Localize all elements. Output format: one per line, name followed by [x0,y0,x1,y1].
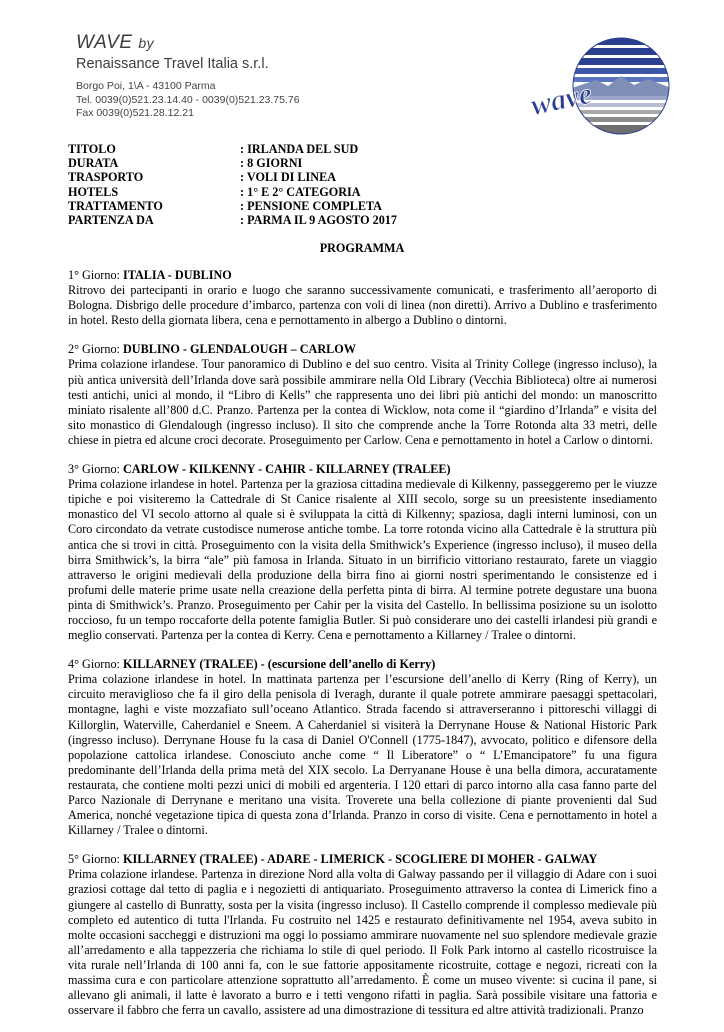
trip-label: DURATA [68,156,119,171]
day-number: 3° Giorno [68,462,117,477]
brand-name: WAVE [76,32,133,53]
day-heading: 4° Giorno: KILLARNEY (TRALEE) - (escursione dell’anello di Kerry) [68,657,436,672]
day-text: Ritrovo dei partecipanti in orario e luogo che saranno successivamente comunicati, e trasferimento all’aeroporto di Bologna. Disbrigo delle procedure d’imbarco, partenza con voli di linea (non diretti). Arrivo a Dublino e trasferimento in hotel. Resto della giornata libera, cena e pernottamento in albergo a Dublino o dintorni. [68,283,657,328]
trip-value: : PENSIONE COMPLETA [240,198,382,213]
day-text: Prima colazione irlandese. Partenza in direzione Nord alla volta di Galway passando per il villaggio di Adare con i suoi graziosi cottage dal tetto di paglia e i negozietti di antiquariato. Proseguimento attraverso la contea di Limerick fino a giungere al castello di Bunratty, sosta per la visita (ingresso incluso). Il Castello comprende il complesso medievale più completo ed autentico di tutta l'Irlanda. Fu costruito nel 1425 e restaurato definitivamente nel 1954, aveva subito in molte occasioni saccheggi e distruzioni ma oggi lo possiamo ammirare nuovamente nel suo splendore medievale grazie all’arredamento e alla tappezzeria che richiama lo stile di quel periodo. Il Folk Park intorno al castello ricostruisce la vita rurale nell’Irlanda di 100 anni fa, con le sue fattorie appositamente ricostruite, cottage e negozi, ricreati con la massima cura e con particolare attenzione soprattutto all’arredamento. È come un museo vivente: si cucina il pane, si allevano gli animali, il latte è lavorato a burro e i tetti vengono rifatti in paglia. Sarà possibile visitare una fattoria e osservare il fabbro che ferra un cavallo, assistere ad una dimostrazione di tessitura ed altre attività tradizionali. Pranzo [68,867,657,1018]
trip-row [68,185,668,199]
day-heading: 5° Giorno: KILLARNEY (TRALEE) - ADARE - LIMERICK - SCOGLIERE DI MOHER - GALWAY [68,852,598,867]
day-section [68,852,657,1018]
day-title: DUBLINO - GLENDALOUGH – CARLOW [122,342,356,357]
day-section [68,462,657,643]
company-tel: Tel. 0039(0)521.23.14.40 - 0039(0)521.23.75.76 [76,93,300,106]
day-heading: 3° Giorno: CARLOW - KILKENNY - CAHIR - KILLARNEY (TRALEE) [68,462,451,477]
day-heading: 2° Giorno: DUBLINO - GLENDALOUGH – CARLOW [68,342,356,357]
day-title: CARLOW - KILKENNY - CAHIR - KILLARNEY (TRALEE) [122,462,451,477]
trip-label: PARTENZA DA [68,212,154,227]
trip-label: TRATTAMENTO [68,198,163,213]
company-name: Renaissance Travel Italia s.r.l. [76,56,269,72]
day-heading: 1° Giorno: ITALIA - DUBLINO [68,268,232,282]
day-number: 5° Giorno [68,852,117,867]
trip-value: : PARMA IL 9 AGOSTO 2017 [240,212,397,227]
trip-label: TRASPORTO [68,170,144,185]
day-number: 1° Giorno [68,268,117,282]
company-address: Borgo Poi, 1\A - 43100 Parma [76,80,216,92]
company-fax: Fax 0039(0)521.28.12.21 [76,107,194,119]
wave-logo [526,36,676,136]
trip-info-table [68,142,668,227]
day-section [68,657,657,838]
trip-value: : 1° E 2° CATEGORIA [240,184,361,199]
letterhead [76,32,676,132]
trip-value: : 8 GIORNI [240,156,303,171]
day-title: KILLARNEY (TRALEE) - (escursione dell’anello di Kerry) [122,657,436,672]
day-number: 2° Giorno [68,342,117,357]
trip-row [68,156,668,170]
program-title: PROGRAMMA [319,241,405,255]
brand-by: by [138,35,155,51]
day-text: Prima colazione irlandese. Tour panoramico di Dublino e del suo centro. Visita al Trinity College (ingresso incluso), la più antica università dell’Irlanda dove sarà possibile ammirare nella Old Library (Vecchia Biblioteca) oltre ai numerosi testi antichi, unici al mondo, il “Libro di Kells” che rappresenta uno dei libri più antichi del mondo: un manoscritto miniato risalente all’800 d.C. Pranzo. Partenza per la contea di Wicklow, nota come il “giardino d’Irlanda” e visita del sito monastico di Glendalough (ingresso incluso). Il sito che comprende anche la Torre Rotonda alta 33 metri, delle chiese in pietra ed alcune croci decorate. Proseguimento per Carlow. Cena e pernottamento in hotel a Carlow o dintorni. [68,357,657,447]
day-title: KILLARNEY (TRALEE) - ADARE - LIMERICK - SCOGLIERE DI MOHER - GALWAY [122,852,598,867]
logo-text: wave [527,76,596,123]
trip-row [68,170,668,184]
day-text: Prima colazione irlandese in hotel. Partenza per la graziosa cittadina medievale di Kilkenny, passeggeremo per le viuzze tipiche e poi visiteremo la Cattedrale di St Canice risalente al XIII secolo, sorge su un preesistente insediamento monastico del VI secolo attorno al quale si è sviluppata la città di Kilkenny; spaziosa, dagli interni luminosi, con un Coro circondato da vetrate custodisce numerose antiche tombe. La torre rotonda vicino alla Cattedrale è la struttura più antica che si trovi in città. Proseguimento con la visita della Smithwick’s Experience (ingresso incluso), il museo della birra Smithwick’s, la birra “ale” più famosa in Irlanda. Situato in un birrificio vittoriano restaurato, farete un viaggio attraverso le origini medievali della produzione della birra fino ai giorni nostri sperimentando le consistenze ed i profumi delle materie prime usate nella creazione della perfetta pinta di birra. Al termine potrete degustare una buona pinta di Smithwick’s. Pranzo. Proseguimento per Cahir per la visita del Castello. In bellissima posizione su un isolotto roccioso, fu un tempo roccaforte della potente famiglia Butler. Si può considerare uno dei castelli irlandesi più grandi e meglio conservati. Partenza per la contea di Kerry. Cena e pernottamento a Killarney / Tralee o dintorni. [68,477,657,643]
day-number: 4° Giorno [68,657,117,672]
program-content [68,268,657,1032]
day-section [68,342,657,448]
day-text: Prima colazione irlandese in hotel. In mattinata partenza per l’escursione dell’anello di Kerry (Ring of Kerry), un circuito meraviglioso che fa il giro della penisola di Iveragh, durante il quale potrete ammirare paesaggi spettacolari, montagne, laghi e viste mozzafiato sull’oceano Atlantico. Strada facendo si attraverseranno i pittoreschi villaggi di Killorglin, Waterville, Caherdaniel e Sneem. A Caherdaniel si visiterà la Derrynane House & National Historic Park (ingresso incluso). Derrynane House fu la casa di Daniel O'Connell (1775-1847), avvocato, politico e difensore della popolazione cattolica irlandese. Conosciuto anche come “ Il Liberatore” o “ L’Emancipatore” fu una figura predominante dell’Irlanda della prima metà del XIX secolo. La Derryanane House è una bella dimora, accuratamente restaurata, che contiene molti pezzi unici di mobili ed argenteria. I 120 ettari di parco intorno alla casa fanno parte del Parco Nazionale di Derrynane e meritano una visita. Troverete una bella collezione di piante provenienti dal Sud America, nonché vegetazione tipica di questa zona d’Irlanda. Pranzo in corso di visite. Cena e pernottamento in hotel a Killarney / Tralee o dintorni. [68,672,657,838]
trip-label: HOTELS [68,184,119,199]
day-title: ITALIA - DUBLINO [122,268,232,282]
trip-value: : VOLI DI LINEA [240,170,337,185]
trip-row [68,213,668,227]
trip-row [68,142,668,156]
day-section [68,268,657,328]
trip-row [68,199,668,213]
trip-value: : IRLANDA DEL SUD [240,142,359,156]
trip-label: TITOLO [68,142,116,156]
